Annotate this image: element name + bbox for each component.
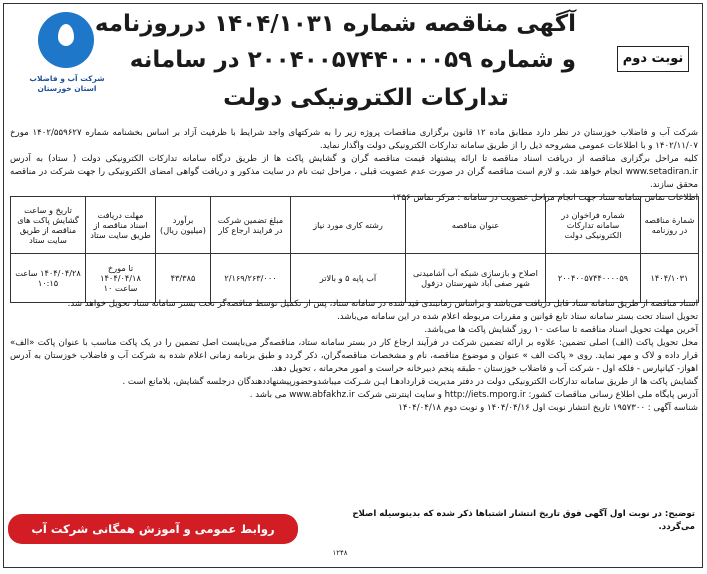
title-line-1: آگهی مناقصه شماره ۱۴۰۴/۱۰۳۱ درروزنامه (94, 11, 576, 37)
detail-paragraph: اسناد مناقصه از طریق سامانه ستاد قابل دریافت می‌باشد و براساس زمانبندی قید شده در سامانه ستاد، پس از تکمیل توسط مناقصه‌گر تحت بستر سامانه ستاد تحویل خواهد شد. (67, 299, 698, 309)
table-header-cell: تاریخ و ساعت گشایش پاکت های مناقصه از طریق سایت ستاد (11, 197, 86, 254)
table-header-cell: شماره فراخوان در سامانه تدارکات الکترونیکی دولت (546, 197, 641, 254)
detail-paragraph: آخرین مهلت تحویل اسناد مناقصه تا ساعت ۱۰ روز گشایش پاکت ها می‌باشد. (424, 325, 698, 335)
table-header-cell: مهلت دریافت اسناد مناقصه از طریق سایت ستاد (86, 197, 156, 254)
table-header-cell: برآورد (میلیون ریال) (156, 197, 211, 254)
table-cell: اصلاح و بازسازی شبکه آب آشامیدنی شهر صفی آباد شهرستان دزفول (406, 254, 546, 303)
table-cell: ۴۳/۳۸۵ (156, 254, 211, 303)
table-header-cell: رشته کاری مورد نیاز (291, 197, 406, 254)
detail-paragraph: تحویل اسناد تحت بستر سامانه ستاد تابع قوانین و مقررات مربوطه اعلام شده در این سامانه می‌باشد. (337, 312, 698, 322)
intro-paragraph: کلیه مراحل برگزاری مناقصه از دریافت اسناد مناقصه تا ارائه پیشنهاد قیمت مناقصه گران و گشایش پاکت ها از طریق درگاه سامانه تدارکات الکترونیکی دولت ( ستاد) به آدرس www.setadiran.ir انجام خواهد شد. و لازم است مناقصه گران در صورت عدم عضویت قبلی ، مراحل ثبت نام در سایت مذکور و دریافت گواهی امضای الکترونیکی را جهت شرکت در مناقصه محقق سازند. (10, 154, 698, 190)
correction-note: توضیح: در نوبت اول آگهی فوق تاریخ انتشار اشتباها ذکر شده که بدینوسیله اصلاح می‌گردد. (352, 509, 695, 532)
round-badge: نوبت دوم (617, 46, 689, 72)
table-header-cell: عنوان مناقصه (406, 197, 546, 254)
footer-code: ۱۲۴۸ (332, 549, 348, 557)
title-line-2: و شماره ۲۰۰۴۰۰۵۷۴۴۰۰۰۰۵۹ در سامانه (129, 47, 576, 73)
detail-paragraph: گشایش پاکت ها از طریق سامانه تدارکات الکترونیکی دولت در دفتر مدیریت قراردادهـا ایـن شـرکت میباشدوحضورپیشنهاددهندگان درجلسه گشایش، بلامانع است . (122, 377, 698, 387)
table-cell: ۱۴۰۴/۱۰۳۱ (641, 254, 699, 303)
detail-paragraph: آدرس پایگاه ملی اطلاع رسانی مناقصات کشور: http://iets.mporg.ir و سایت اینترنتی شرکت www.abfakhz.ir می باشد . (249, 390, 698, 400)
intro-paragraph: اطلاعات تماس سامانه ستاد جهت انجام مراحل عضویت در سامانه : مرکز تماس ۱۴۵۶ (392, 193, 698, 203)
table-header-cell: شمارة مناقصه در روزنامه (641, 197, 699, 254)
tender-table (10, 196, 699, 303)
ad-header (6, 6, 699, 124)
table-header-cell: مبلغ تضمین شرکت در فرایند ارجاع کار (211, 197, 291, 254)
details-paragraphs (10, 298, 698, 415)
company-logo (18, 12, 116, 116)
table-cell: تا مورخ ۱۴۰۴/۰۴/۱۸ ساعت ۱۰ (86, 254, 156, 303)
table-header-row (11, 197, 699, 254)
table-cell: ۲/۱۶۹/۲۶۳/۰۰۰ (211, 254, 291, 303)
table-cell: آب پایه ۵ و بالاتر (291, 254, 406, 303)
public-relations-banner: روابط عمومی و آموزش همگانی شرکت آب وفاضلاب خوزستان (8, 514, 298, 544)
water-drop-icon (58, 24, 74, 46)
detail-paragraph: شناسه آگهی : ۱۹۵۷۳۰۰ تاریخ انتشار نوبت اول ۱۴۰۴/۰۴/۱۶ و نوبت دوم ۱۴۰۴/۰۴/۱۸ (398, 403, 698, 413)
table-row (11, 254, 699, 303)
detail-paragraph: محل تحویل پاکت (الف) اصلی تضمین: علاوه بر ارائه تضمین شرکت در فرآیند ارجاع کار در بستر سامانه ستاد، مناقصه‌گر می‌بایست اصل تضمین را در یک پاکت مناسب با عنوان پاکت «الف» قرار داده و لاک و مهر نماید. روی « پاکت الف » عنوان و موضوع مناقصه، نام و مشخصات مناقصه‌گران، ذکر گردد و طبق برنامه زمانی اعلام شده به شرکت آب و فاضلاب خوزستان به آدرس اهواز- کیانپارس - فلکه اول - شرکت آب و فاضلاب خوزستان - طبقه پنجم دبیرخانه حراست و امور محرمانه ، تحویل دهد. (10, 338, 698, 374)
logo-caption: شرکت آب و فاضلاب استان خوزستان (29, 74, 105, 93)
table-cell: ۲۰۰۴۰۰۵۷۴۴۰۰۰۰۵۹ (546, 254, 641, 303)
intro-paragraph: شرکت آب و فاضلاب خوزستان در نظر دارد مطابق ماده ۱۲ قانون برگزاری مناقصات پروژه زیر را به شرکتهای واجد شرایط با ظرفیت آزاد بر اساس بخشنامه شماره ۱۴۰۲/۵۵۹۶۲۷ مورخ ۱۴۰۲/۱۱/۰۷ و با اطلاعات عمومی مشروحه ذیل را از طریق سامانه تدارکات الکترونیکی دولت واگذار نماید. (10, 128, 698, 151)
title-line-3: تدارکات الکترونیکی دولت (223, 85, 509, 111)
intro-paragraphs (10, 127, 698, 205)
table-cell: ۱۴۰۴/۰۴/۲۸ ساعت ۱۰:۱۵ (11, 254, 86, 303)
